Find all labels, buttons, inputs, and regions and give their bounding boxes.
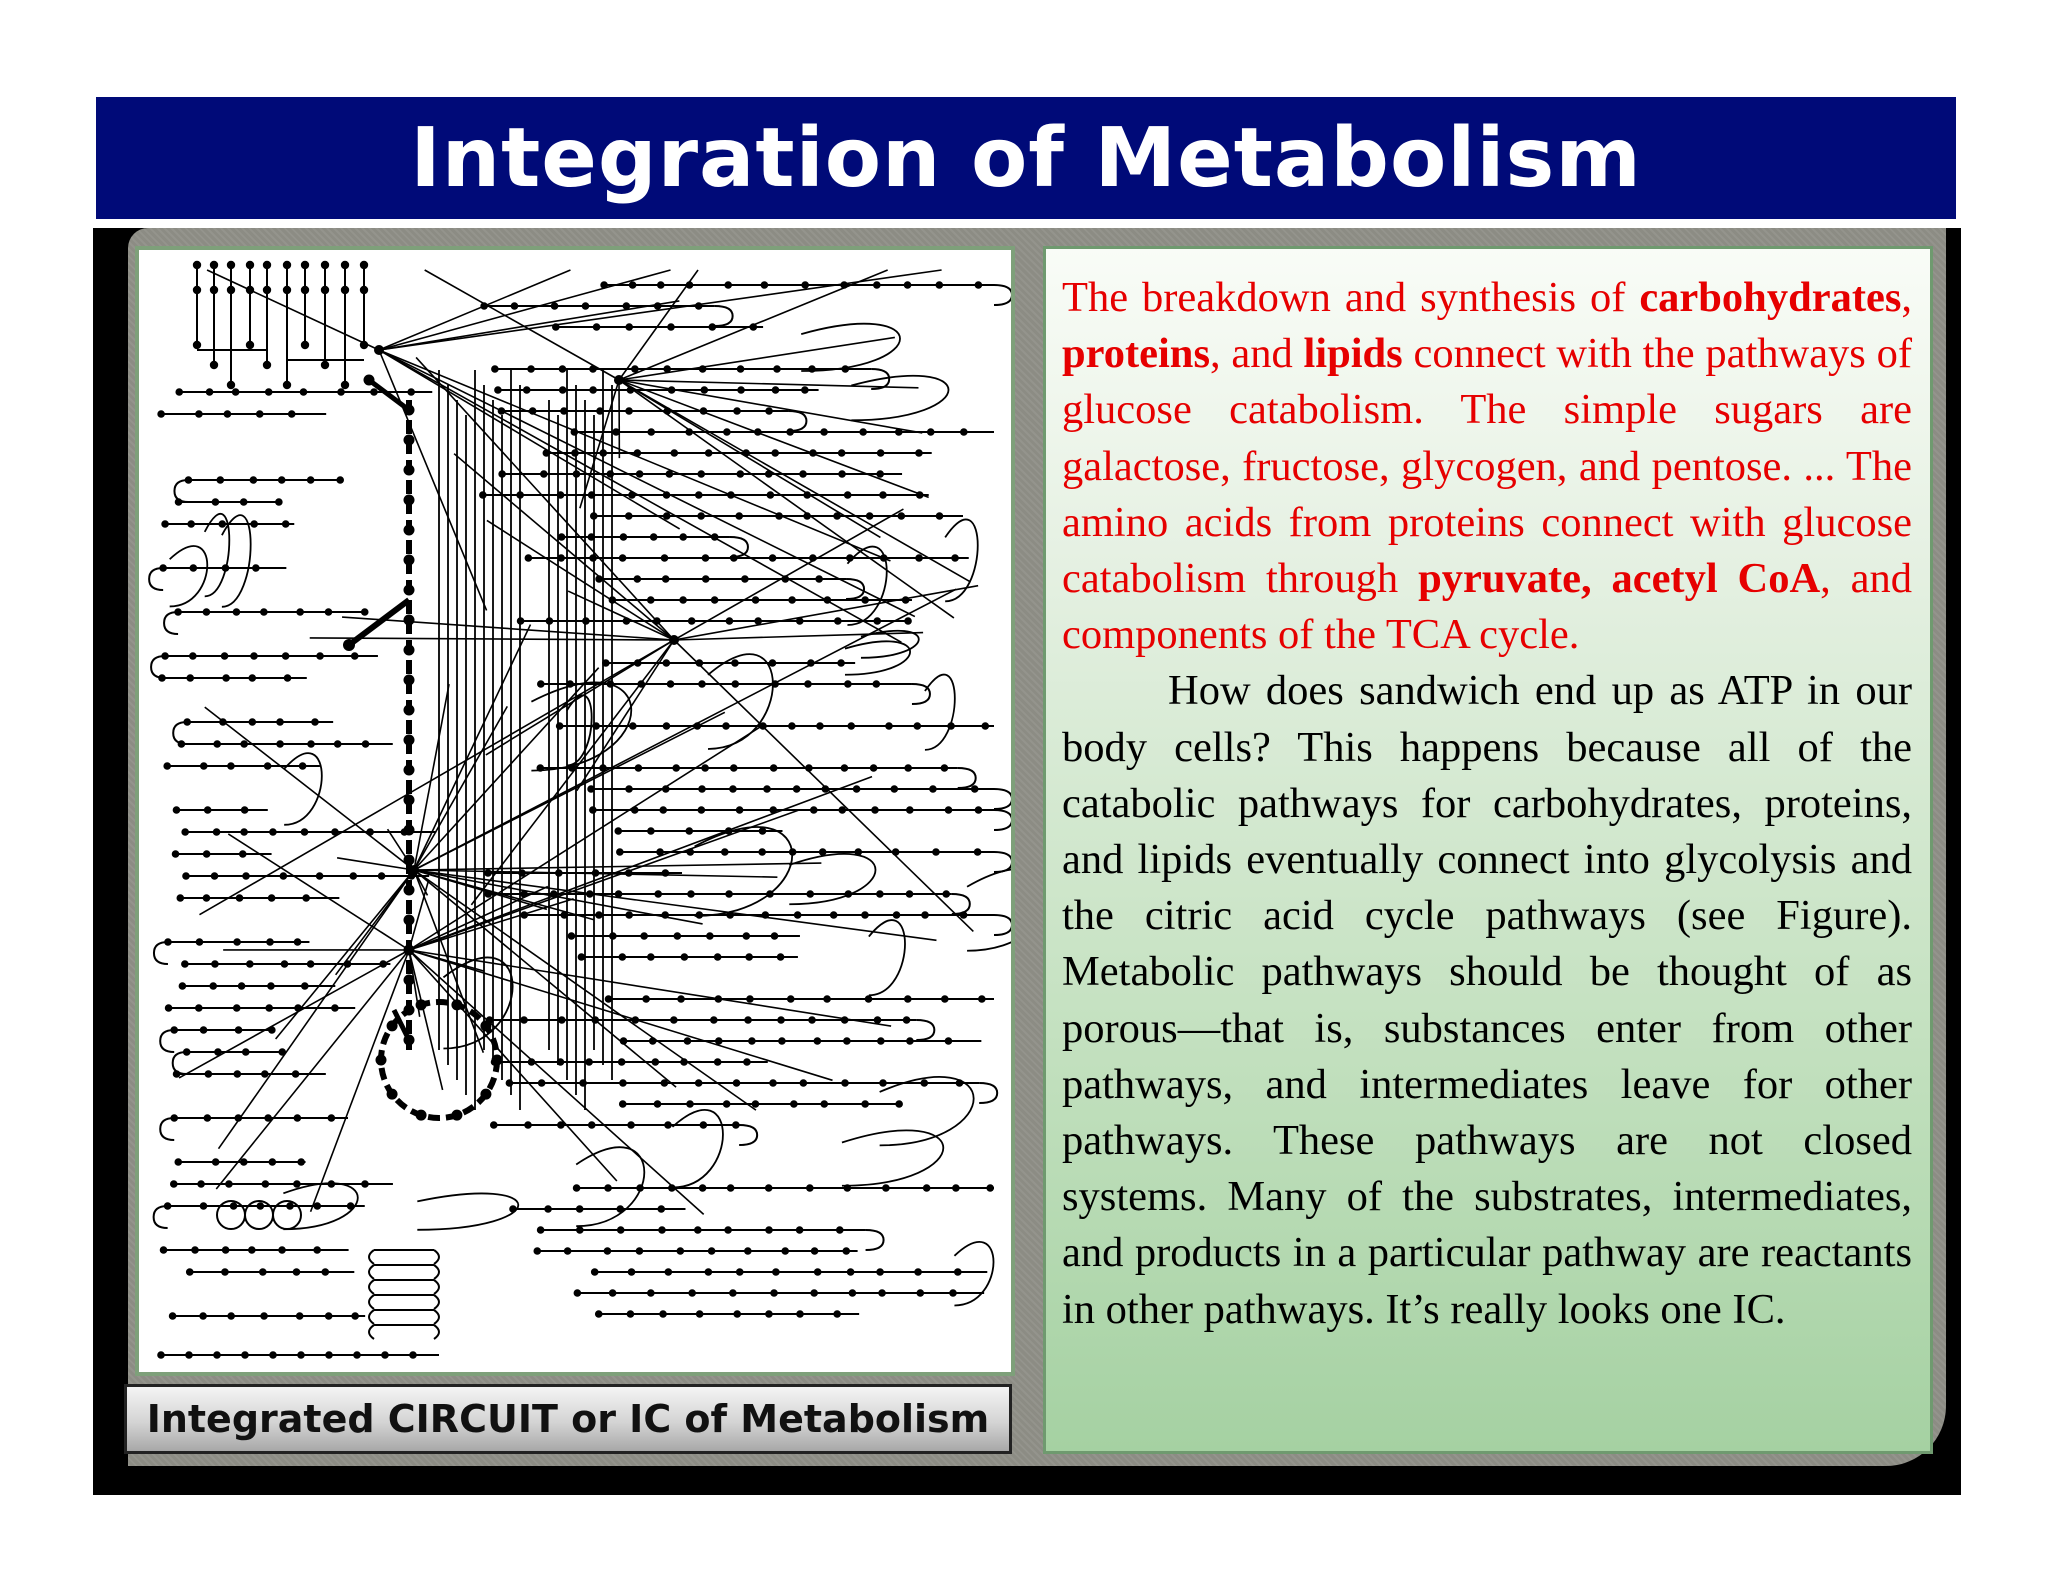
p1-text-e: , and [1209,330,1304,378]
text-panel [1043,246,1933,1454]
page-title: Integration of Metabolism [410,110,1642,206]
keyword-lipids: lipids [1303,330,1403,378]
paragraph-1 [1062,270,1912,663]
p1-text-c: , [1901,274,1912,321]
keyword-proteins: proteins [1062,330,1210,378]
keyword-carbohydrates: carbohydrates [1639,274,1902,321]
p1-text-g: connect with the pathways of glucose catabolism. The simple sugars are galactose, fructose, glycogen, and pentose. ... The amino acids from proteins connect with glucose catabolism through [1062,330,1912,603]
paragraph-2: How does sandwich end up as ATP in our body cells? This happens because all of the catabolic pathways for carbohydrates, proteins, and lipids eventually connect into glycolysis and the citric acid cycle pathways (see Figure). Metabolic pathways should be thought of as porous—that is, substances enter from other pathways, and intermediates leave for other pathways. These pathways are not closed systems. Many of the substrates, intermediates, and products in a particular pathway are reactants in other pathways. It’s really looks one IC. [1062,667,1912,1333]
metabolism-diagram [135,246,1015,1376]
caption-text: Integrated CIRCUIT or IC of Metabolism [146,1397,990,1441]
p1-text-a: The breakdown and synthesis of [1062,274,1640,321]
p1-text-i: , and components of the TCA cycle. [1062,555,1912,659]
metabolic-pathway-map [139,250,1011,1372]
title-bar [96,97,1956,219]
diagram-caption [124,1384,1012,1454]
keyword-pyruvate-acetyl-coa: pyruvate, acetyl CoA [1418,555,1821,603]
